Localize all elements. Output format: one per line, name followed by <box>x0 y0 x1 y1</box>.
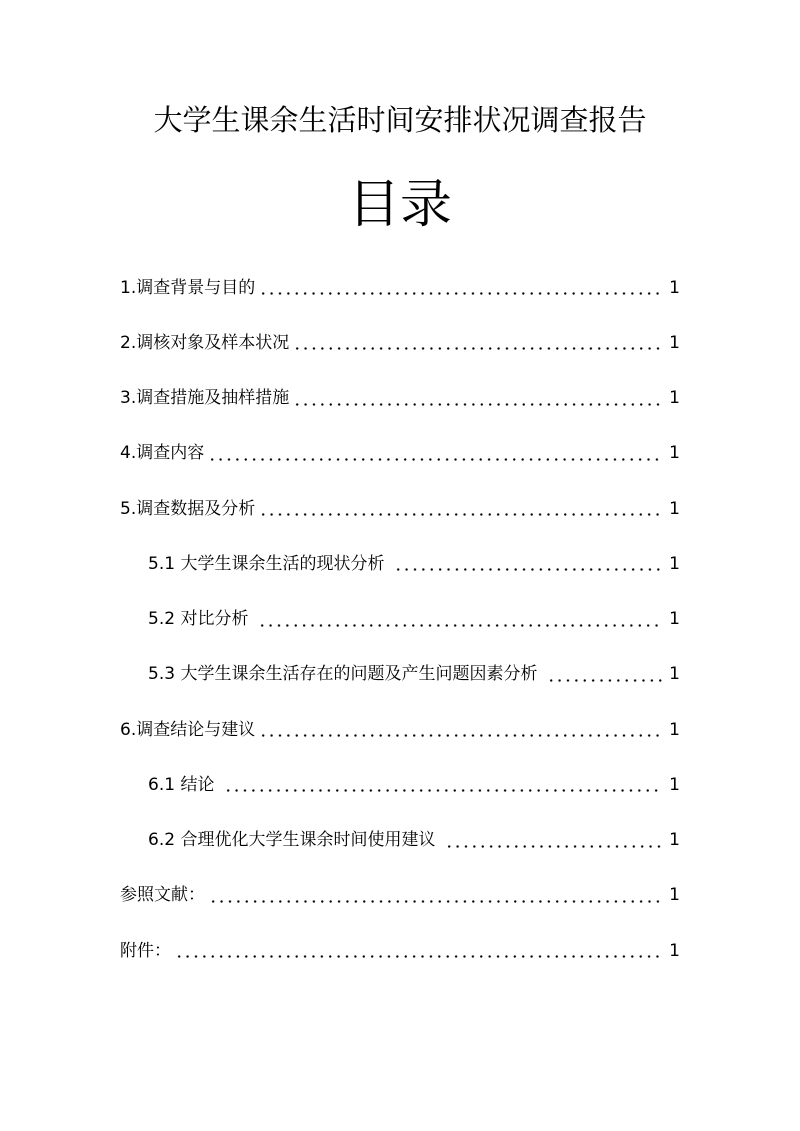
toc-subentry <box>120 647 680 702</box>
toc-page-number: 1 <box>669 609 680 630</box>
dot-leader <box>207 888 663 903</box>
toc-entry-label: 5.调查数据及分析 <box>120 498 256 519</box>
toc-entry <box>120 426 680 481</box>
dot-leader <box>291 335 663 350</box>
document-title: 大学生课余生活时间安排状况调查报告 <box>153 103 647 137</box>
toc-subentry <box>120 592 680 647</box>
dot-leader <box>257 722 663 737</box>
toc-page-number: 1 <box>669 498 680 519</box>
toc-entry-label: 1.调查背景与目的 <box>120 277 256 298</box>
toc-page-number: 1 <box>669 388 680 409</box>
toc-subentry-label: 6.2 合理优化大学生课余时间使用建议 <box>148 830 436 851</box>
toc-page-number: 1 <box>669 830 680 851</box>
table-of-contents <box>120 260 680 978</box>
toc-heading: 目录 <box>347 175 452 235</box>
toc-subentry <box>120 813 680 868</box>
toc-page-number: 1 <box>669 774 680 795</box>
toc-subentry-label: 5.1 大学生课余生活的现状分析 <box>148 553 385 574</box>
toc-entry <box>120 868 680 923</box>
toc-entry-label: 6.调查结论与建议 <box>120 719 256 740</box>
toc-entry <box>120 702 680 757</box>
dot-leader <box>257 280 663 295</box>
dot-leader <box>173 943 663 958</box>
dot-leader <box>257 501 663 516</box>
toc-page-number: 1 <box>669 719 680 740</box>
toc-entry-label: 4.调查内容 <box>120 443 205 464</box>
toc-page-number: 1 <box>669 332 680 353</box>
toc-page-number: 1 <box>669 885 680 906</box>
toc-subentry <box>120 757 680 812</box>
dot-leader <box>443 833 663 848</box>
toc-subentry-label: 6.1 结论 <box>148 774 215 795</box>
toc-page-number: 1 <box>669 277 680 298</box>
toc-entry <box>120 923 680 978</box>
toc-subentry-label: 5.3 大学生课余生活存在的问题及产生问题因素分析 <box>148 664 538 685</box>
toc-page-number: 1 <box>669 664 680 685</box>
toc-entry-label: 3.调查措施及抽样措施 <box>120 388 290 409</box>
toc-entry <box>120 315 680 370</box>
toc-entry-label: 附件： <box>120 940 171 961</box>
toc-subentry-label: 5.2 对比分析 <box>148 609 249 630</box>
dot-leader <box>222 777 663 792</box>
dot-leader <box>545 667 663 682</box>
toc-entry <box>120 481 680 536</box>
toc-entry <box>120 371 680 426</box>
dot-leader <box>256 612 663 627</box>
toc-subentry <box>120 536 680 591</box>
dot-leader <box>206 446 663 461</box>
toc-page-number: 1 <box>669 443 680 464</box>
toc-page-number: 1 <box>669 940 680 961</box>
dot-leader <box>392 556 663 571</box>
toc-page-number: 1 <box>669 553 680 574</box>
toc-entry-label: 2.调核对象及样本状况 <box>120 332 290 353</box>
dot-leader <box>291 391 663 406</box>
toc-entry-label: 参照文献： <box>120 885 205 906</box>
toc-entry <box>120 260 680 315</box>
